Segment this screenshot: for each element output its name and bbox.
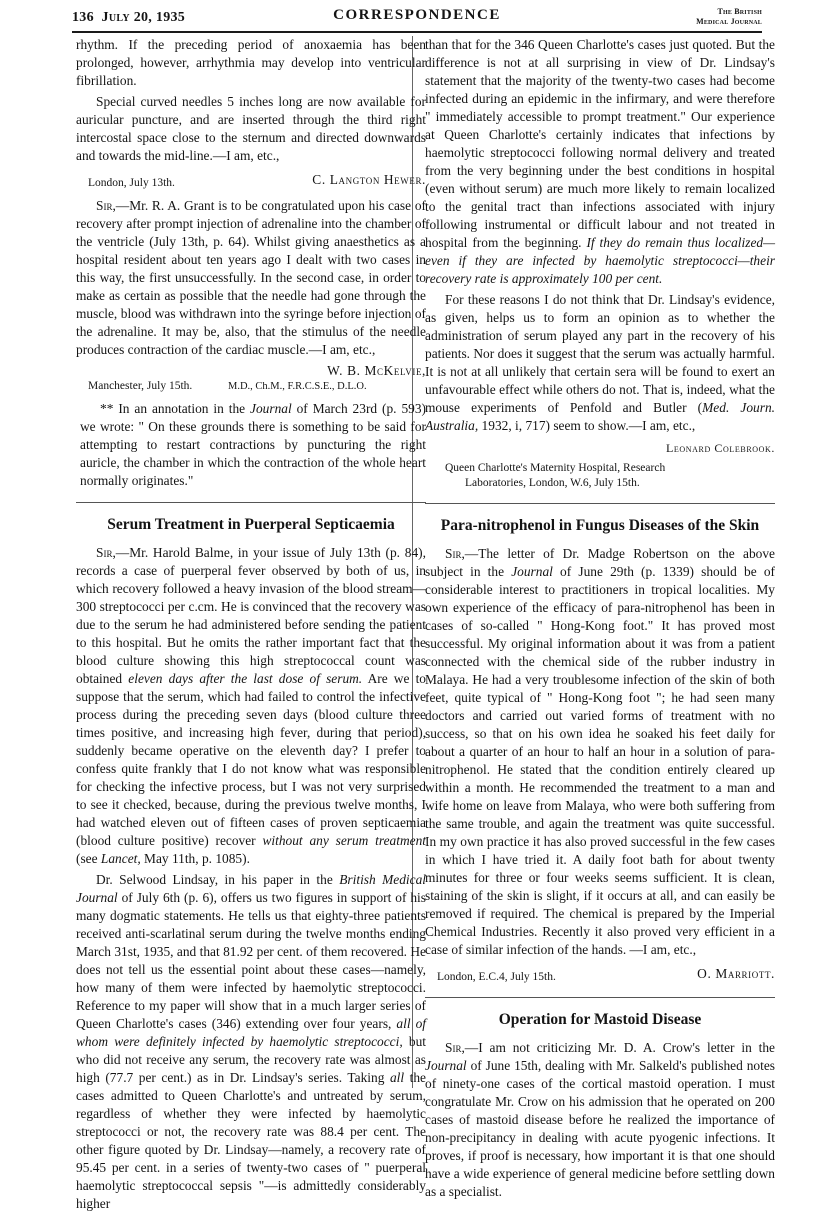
letter-text-italic: Med. Journ. Australia,: [425, 400, 775, 433]
section-title: CORRESPONDENCE: [333, 7, 501, 23]
issue-date: July 20, 1935: [101, 10, 186, 25]
right-column: [425, 36, 775, 1204]
salutation: Sir,: [96, 198, 116, 213]
letter-paragraph: [425, 1039, 775, 1201]
paragraph: [425, 291, 775, 435]
letter-text-italic: all of whom were definitely infected by haemolytic streptococci,: [76, 1016, 426, 1049]
letter-text: of July 6th (p. 6), offers us two figures in support of his many dogmatic statements. He tells us that eighty-three patients received anti-scarlatinal serum during the twelve months ending March 31st, 1935, and that 81.92 per cent. of them recovered. He does not tell us the essential point about these cases—namely, how many of them were infected by haemolytic streptococci. Reference to my paper will show that in a much larger series of Queen Charlotte's cases (346) extending over four years,: [76, 890, 426, 1031]
letter-text: than that for the 346 Queen Charlotte's cases just quoted. But the difference is not at all surprising in view of Dr. Lindsay's statement that the majority of the twenty-two cases had become infected during an epidemic in the infirmary, and were therefore " immediately accessible to prompt treatment." Our experience at Queen Charlotte's certainly indicates that infections by haemolytic streptococci following normal delivery and treated from the very beginning under the best conditions in hospital (even without serum) are much more likely to remain localized to the genital tract than infections associated with injury following instrumental or difficult labour and not treated in hospital from the beginning.: [425, 37, 775, 250]
signature-place: Manchester, July 15th.: [88, 380, 193, 392]
signature-mckelvie: [76, 363, 426, 394]
signature-name: Leonard Colebrook.: [665, 441, 775, 455]
letter-text: but who did not receive any serum, the recovery rate was almost as high (77.7 per cent.) as in Dr. Lindsay's series. Taking: [76, 1034, 426, 1085]
signature-colebrook: [425, 461, 775, 491]
left-column: [76, 36, 426, 1216]
letter-text-italic: without any serum treatment: [262, 833, 427, 848]
letter-paragraph: [425, 545, 775, 959]
letter-text: of June 29th (p. 1339) should be of considerable interest to practitioners in tropical localities. My own experience of the efficacy of para-nitrophenol has been in cases of so-called " Hong-Kong foot." It has proved most successful. My original information about it was from a patient connected with the chemical side of the rubber industry in Malaya. He had a very troublesome infection of the skin of both feet, quite typical of " Hong-Kong foot "; he had seen many doctors and carried out varied forms of treatment with no success, so that on his own idea he soaked his feet daily for about a quarter of an hour to half an hour in a solution of para-nitrophenol. He stated that the condition entirely cleared up within a month. He recommended the treatment to a man and wife home on leave from Malaya, who were both suffering from the same trouble, and again the treatment was quite successful. In my own practice it has also proved successful in the few cases in which I have tried it. A daily foot bath for about twenty minutes for three or four weeks seems sufficient. It is clean, staining of the skin is slight, if it occurs at all, and can easily be removed if required. The chemical is prepared by the Imperial Chemical Industries. Recently it also proved very efficient in a case of similar infection of the hands. —I am, etc.,: [425, 564, 775, 957]
letter-text: Are we to suppose that the serum, which had failed to control the infective process during the preceding seven days (blood culture three times positive, and increasing high fever, during that period), suddenly became operative on the eleventh day? I prefer to confess quite frankly that I do not know what was responsible for checking the infective process, but I was not very surprised to see it checked, because, during the previous twelve months, I had watched eleven out of fifteen cases of proven septicaemia (blood culture positive) recover: [76, 671, 426, 848]
salutation: Sir,: [96, 545, 116, 560]
editor-note: [76, 400, 426, 490]
article-heading: Operation for Mastoid Disease: [498, 1011, 702, 1028]
letter-text-italic: If they do remain thus localized—even if they are infected by haemolytic streptococci—their recovery rate is approximately 100 per cent.: [425, 235, 775, 286]
journal-name: [696, 7, 762, 27]
letter-text: For these reasons I do not think that Dr. Lindsay's evidence, as given, helps us to form an opinion as to whether the administration of serum played any part in the recovery of his patients. Nor does it suggest that the serum was actually harmful. It is not at all unlikely that certain sera will be found to exert an unfavourable effect while others do not. That is, indeed, what the mouse experiments of Penfold and Butler (: [425, 292, 775, 415]
signature-hewer: [76, 169, 426, 191]
signature-place: London, July 13th.: [88, 177, 175, 189]
signature-address: Queen Charlotte's Maternity Hospital, Research: [445, 462, 666, 474]
journal-name-line1: The British: [717, 7, 762, 16]
signature-marriott: [425, 963, 775, 985]
letter-text: —Mr. Harold Balme, in your issue of July 13th (p. 84), records a case of puerperal fever observed by both of us, in which recovery followed a heavy invasion of the blood stream—300 streptococci per c.cm. He is convinced that the recovery was due to the serum he had administered before sending the patient to this hospital. But he omits the rather important fact that the blood culture showing this high streptococcal count was obtained: [76, 545, 426, 686]
letter-text: —Mr. R. A. Grant is to be congratulated upon his case of recovery after prompt injection of adrenaline into the chamber of the ventricle (July 13th, p. 64). Whilst giving anaesthetics as a hospital resident about ten years ago I dealt with two cases in this way, the first unsuccessfully. In the second case, in order to make as certain as possible that the needle had gone through the muscle, blood was withdrawn into the syringe before injection of the adrenaline. It may be, also, that the stimulus of the needle produces contraction of the cardiac muscle.—I am, etc.,: [76, 198, 426, 357]
page-header: [72, 4, 762, 34]
signature-name: C. Langton Hewer.: [312, 172, 426, 187]
note-text: ** In an annotation in the: [100, 401, 251, 416]
letter-text: —I am not criticizing Mr. D. A. Crow's letter in the: [464, 1040, 775, 1055]
signature-place: London, E.C.4, July 15th.: [437, 971, 556, 983]
salutation: Sir,: [445, 546, 465, 561]
letter-text-italic: all: [389, 1070, 405, 1085]
letter-text-italic: eleven days after the last dose of serum.: [128, 671, 363, 686]
letter-text: (see: [76, 851, 101, 866]
signature-address: Laboratories, London, W.6, July 15th.: [465, 477, 640, 489]
article-heading: Para-nitrophenol in Fungus Diseases of the Skin: [440, 517, 760, 534]
letter-text-italic: Journal: [425, 1058, 467, 1073]
header-rule: [72, 31, 762, 33]
note-text: of March 23rd (p. 593) we wrote: " On these grounds there is something to be said for attempting to restart contractions by puncturing the right auricle, the chamber in which the contraction of the whole heart normally originates.": [80, 401, 426, 488]
letter-text-italic: British Medical Journal: [76, 872, 426, 905]
letter-text: —The letter of Dr. Madge Robertson on the above subject in the: [425, 546, 775, 579]
signature-name: W. B. McKelvie,: [327, 363, 426, 378]
letter-text: of June 15th, dealing with Mr. Salkeld's published notes of ninety-one cases of the cortical mastoid operation. I must congratulate Mr. Crow on his admission that he operated on 200 cases of mastoid disease before he realized the importance of non-precipitancy in dealing with acute pyogenic infections. It proves, if proof is necessary, how important it is that one should have a wide experience of general medicine before settling down as a specialist.: [425, 1058, 775, 1199]
paragraph: [76, 871, 426, 1213]
letter-text: May 11th, p. 1085).: [140, 851, 250, 866]
salutation: Sir,: [445, 1040, 465, 1055]
letter-paragraph: [76, 544, 426, 868]
note-text-italic: Journal: [250, 401, 292, 416]
page-number: 136: [72, 10, 94, 25]
journal-name-line2: Medical Journal: [696, 17, 762, 26]
article-heading: Serum Treatment in Puerperal Septicaemia: [107, 516, 395, 533]
section-rule: [425, 503, 775, 504]
signature-name: O. Marriott.: [697, 966, 775, 981]
letter-text-italic: Journal: [511, 564, 553, 579]
letter-text: the cases admitted to Queen Charlotte's and untreated by serum, regardless of whether they were infected by haemolytic streptococci or not, the recovery rate was 88.4 per cent. The other figure quoted by Dr. Lindsay—namely, a recovery rate of 95.45 per cent. in a series of twenty-two cases of " puerperal haemolytic streptococcal sepsis "—is admittedly considerably higher: [76, 1070, 426, 1211]
signature-qualifications: M.D., Ch.M., F.R.C.S.E., D.L.O.: [228, 381, 367, 392]
letter-paragraph: [76, 197, 426, 359]
paragraph: Special curved needles 5 inches long are now available for auricular puncture, and are inserted through the third right intercostal space close to the sternum and directed downwards and towards the mid-line.—I am, etc.,: [76, 94, 426, 163]
letter-text: Dr. Selwood Lindsay, in his paper in the: [96, 872, 340, 887]
paragraph: [425, 36, 775, 288]
section-rule: [425, 997, 775, 998]
letter-text-italic: Lancet,: [100, 851, 141, 866]
letter-text: 1932, i, 717) seem to show.—I am, etc.,: [478, 418, 696, 433]
section-rule: [76, 502, 426, 503]
paragraph: rhythm. If the preceding period of anoxaemia has been prolonged, however, arrhythmia may develop into ventricular fibrillation.: [76, 37, 426, 88]
